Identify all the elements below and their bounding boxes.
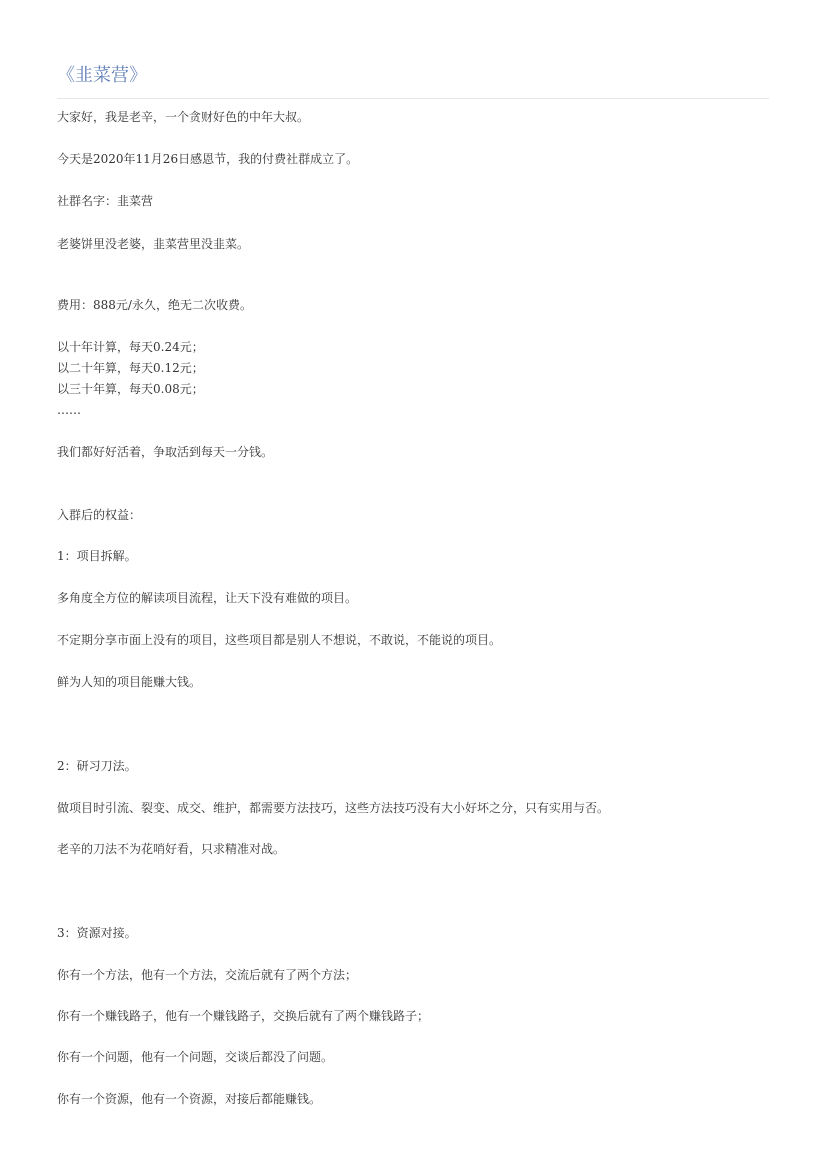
paragraph-benefit-3-c: 你有一个问题，他有一个问题，交谈后都没了问题。 [57, 1050, 334, 1064]
document-title: 《韭菜营》 [57, 65, 147, 86]
paragraph-live-long: 我们都好好活着，争取活到每天一分钱。 [57, 445, 274, 459]
paragraph-benefit-1-a: 多角度全方位的解读项目流程，让天下没有难做的项目。 [57, 591, 358, 605]
paragraph-founding-date: 今天是2020年11月26日感恩节，我的付费社群成立了。 [57, 152, 359, 166]
paragraph-benefit-2-b: 老辛的刀法不为花哨好看，只求精准对战。 [57, 842, 286, 856]
paragraph-greeting: 大家好，我是老辛，一个贪财好色的中年大叔。 [57, 110, 310, 124]
paragraph-benefit-3-d: 你有一个资源，他有一个资源，对接后都能赚钱。 [57, 1092, 322, 1106]
heading-benefit-2: 2：研习刀法。 [57, 759, 137, 773]
heading-benefits: 入群后的权益： [57, 508, 142, 522]
paragraph-benefit-3-a: 你有一个方法，他有一个方法，交流后就有了两个方法； [57, 968, 358, 982]
paragraph-benefit-1-c: 鲜为人知的项目能赚大钱。 [57, 675, 202, 689]
heading-benefit-1: 1：项目拆解。 [57, 549, 137, 563]
paragraph-benefit-2-a: 做项目时引流、裂变、成交、维护，都需要方法技巧，这些方法技巧没有大小好坏之分，只有实用与否。 [57, 801, 610, 815]
paragraph-cost-10-years: 以十年计算，每天0.24元； [57, 340, 204, 354]
paragraph-fee: 费用：888元/永久，绝无二次收费。 [57, 298, 252, 312]
heading-benefit-3: 3：资源对接。 [57, 926, 137, 940]
paragraph-benefit-3-b: 你有一个赚钱路子，他有一个赚钱路子，交换后就有了两个赚钱路子； [57, 1009, 430, 1023]
paragraph-cost-30-years: 以三十年算，每天0.08元； [57, 382, 204, 396]
paragraph-ellipsis: …… [57, 403, 81, 417]
paragraph-cost-20-years: 以二十年算，每天0.12元； [57, 361, 204, 375]
paragraph-slogan: 老婆饼里没老婆，韭菜营里没韭菜。 [57, 237, 250, 251]
paragraph-group-name: 社群名字：韭菜营 [57, 194, 154, 208]
paragraph-benefit-1-b: 不定期分享市面上没有的项目，这些项目都是别人不想说，不敢说，不能说的项目。 [57, 633, 502, 647]
title-divider [57, 98, 769, 99]
